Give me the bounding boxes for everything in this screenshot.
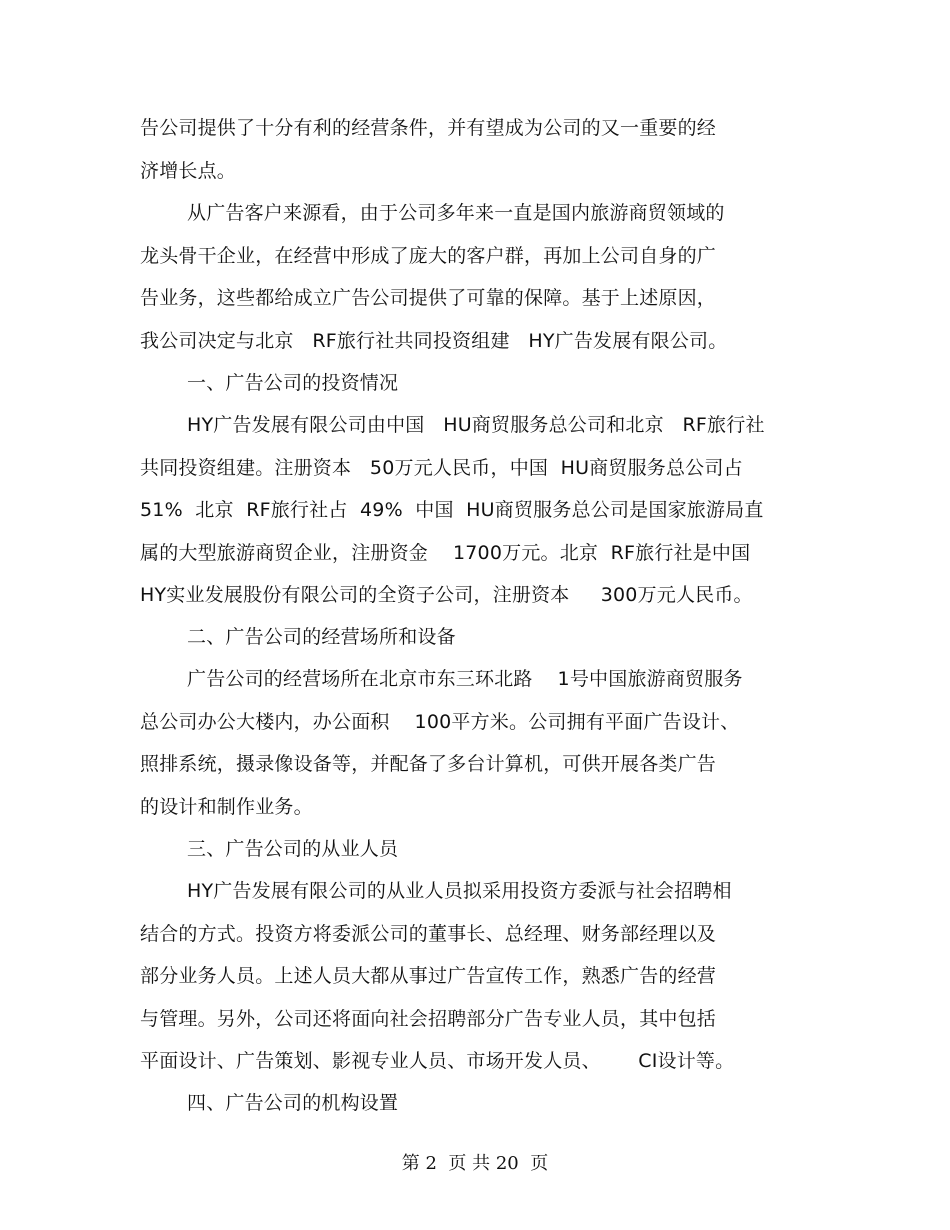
paragraph-line: 从广告客户来源看，由于公司多年来一直是国内旅游商贸领域的 bbox=[187, 202, 725, 224]
paragraph-line: HY广告发展有限公司由中国 HU商贸服务总公司和北京 RF旅行社 bbox=[187, 414, 765, 436]
section-heading: 二、广告公司的经营场所和设备 bbox=[187, 626, 456, 648]
paragraph-line: HY广告发展有限公司的从业人员拟采用投资方委派与社会招聘相 bbox=[187, 880, 732, 902]
paragraph-line: 照排系统，摄录像设备等，并配备了多台计算机，可供开展各类广告 bbox=[140, 753, 717, 775]
paragraph-line: 龙头骨干企业，在经营中形成了庞大的客户群，再加上公司自身的广 bbox=[140, 245, 717, 267]
section-heading: 一、广告公司的投资情况 bbox=[187, 372, 399, 394]
paragraph-line: 告公司提供了十分有利的经营条件，并有望成为公司的又一重要的经 bbox=[140, 117, 717, 139]
paragraph-line: 济增长点。 bbox=[140, 160, 237, 182]
paragraph-line: 属的大型旅游商贸企业，注册资金 1700万元。北京 RF旅行社是中国 bbox=[140, 542, 751, 564]
paragraph-line: 部分业务人员。上述人员大都从事过广告宣传工作，熟悉广告的经营 bbox=[140, 965, 717, 987]
paragraph-line: 我公司决定与北京 RF旅行社共同投资组建 HY广告发展有限公司。 bbox=[140, 330, 728, 352]
paragraph-line: 广告公司的经营场所在北京市东三环北路 1号中国旅游商贸服务 bbox=[187, 668, 743, 690]
paragraph-line: 51% 北京 RF旅行社占 49% 中国 HU商贸服务总公司是国家旅游局直 bbox=[140, 499, 764, 521]
page-number-footer: 第 2 页 共 20 页 bbox=[401, 1153, 549, 1174]
paragraph-line: 告业务，这些都给成立广告公司提供了可靠的保障。基于上述原因， bbox=[140, 287, 717, 309]
paragraph-line: 平面设计、广告策划、影视专业人员、市场开发人员、 CI设计等。 bbox=[140, 1050, 735, 1072]
paragraph-line: 共同投资组建。注册资本 50万元人民币，中国 HU商贸服务总公司占 bbox=[140, 457, 743, 479]
paragraph-line: 的设计和制作业务。 bbox=[140, 796, 313, 818]
paragraph-line: HY实业发展股份有限公司的全资子公司，注册资本 300万元人民币。 bbox=[140, 584, 753, 606]
paragraph-line: 结合的方式。投资方将委派公司的董事长、总经理、财务部经理以及 bbox=[140, 923, 717, 945]
section-heading: 四、广告公司的机构设置 bbox=[187, 1092, 399, 1114]
section-heading: 三、广告公司的从业人员 bbox=[187, 838, 399, 860]
paragraph-line: 总公司办公大楼内，办公面积 100平方米。公司拥有平面广告设计、 bbox=[140, 711, 740, 733]
paragraph-line: 与管理。另外，公司还将面向社会招聘部分广告专业人员，其中包括 bbox=[140, 1008, 717, 1030]
